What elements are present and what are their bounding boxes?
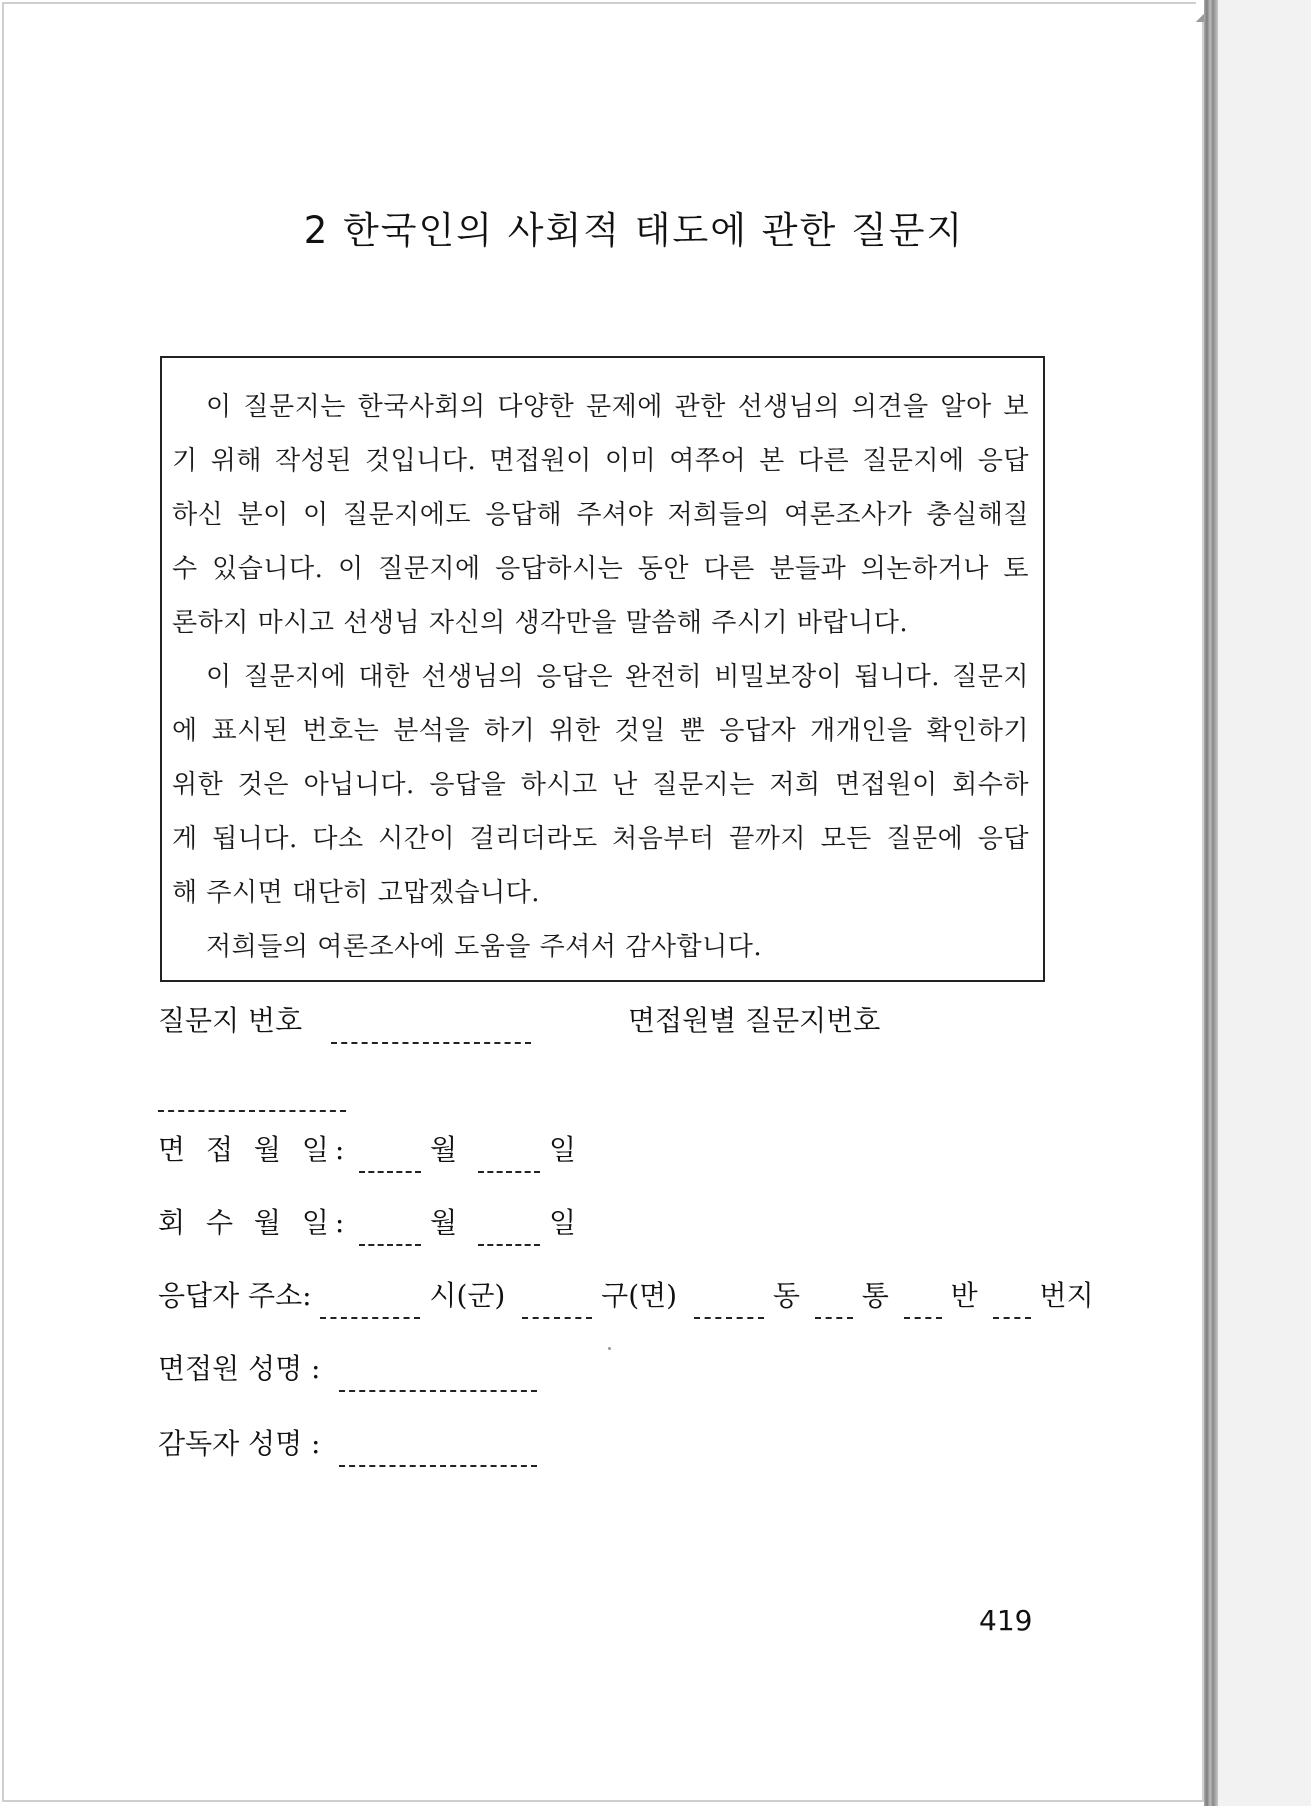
address-unit-city: 시(군) [429,1279,506,1312]
interview-month-unit: 월 [430,1133,458,1166]
book-page-edge [1204,0,1218,1806]
questionnaire-number-row [158,999,880,1044]
address-unit-number: 번지 [1039,1279,1094,1312]
address-ban-blank [904,1315,942,1319]
address-tong-blank [815,1315,853,1319]
address-number-blank [993,1315,1031,1319]
interviewer-name-blank [339,1388,537,1392]
interviewer-number-blank-row [158,1072,346,1112]
supervisor-name-row [158,1422,537,1467]
questionnaire-number-blank [331,1040,531,1044]
supervisor-name-label: 감독자 성명 : [158,1427,321,1460]
interviewer-number-blank [158,1108,346,1112]
notice-line: 이 질문지에 대한 선생님의 응답은 완전히 비밀보장이 됩니다. 질문지 [206,662,1029,692]
collection-month-blank [359,1242,421,1246]
address-unit-ban: 반 [950,1279,978,1312]
notice-line: 에 표시된 번호는 분석을 하기 위한 것일 뿐 응답자 개개인을 확인하기 [172,716,1029,746]
notice-line: 해 주시면 대단히 고맙겠습니다. [172,878,541,908]
collection-day-blank [478,1242,540,1246]
address-unit-district: 구(면) [601,1279,678,1312]
scan-speck [608,1347,611,1350]
collection-date-row [158,1201,576,1246]
background-margin [1218,0,1311,1806]
document-page [2,2,1204,1802]
address-district-blank [522,1315,592,1319]
address-label: 응답자 주소: [158,1279,312,1312]
page-title: 2 한국인의 사회적 태도에 관한 질문지 [303,209,965,252]
interviewer-name-row [158,1347,537,1392]
interview-day-unit: 일 [549,1133,577,1166]
interviewer-name-label: 면접원 성명 : [158,1352,321,1385]
notice-line: 수 있습니다. 이 질문지에 응답하시는 동안 다른 분들과 의논하거나 토 [172,554,1029,584]
supervisor-name-blank [339,1463,537,1467]
collection-month-unit: 월 [430,1206,458,1239]
notice-box [160,356,1045,982]
address-unit-dong: 동 [772,1279,800,1312]
interview-date-label: 면 접 월 일: [158,1133,351,1166]
interview-month-blank [359,1169,421,1173]
address-city-blank [320,1315,420,1319]
notice-line: 기 위해 작성된 것입니다. 면접원이 이미 여쭈어 본 다른 질문지에 응답 [172,446,1029,476]
address-row [158,1274,1094,1319]
address-unit-tong: 통 [861,1279,889,1312]
notice-line: 론하지 마시고 선생님 자신의 생각만을 말씀해 주시기 바랍니다. [172,608,909,638]
notice-line: 저희들의 여론조사에 도움을 주셔서 감사합니다. [206,932,763,962]
interviewer-number-label: 면접원별 질문지번호 [627,1004,881,1037]
notice-line: 게 됩니다. 다소 시간이 걸리더라도 처음부터 끝까지 모든 질문에 응답 [172,824,1029,854]
interview-day-blank [478,1169,540,1173]
page-number: 419 [979,1604,1033,1637]
questionnaire-number-label: 질문지 번호 [158,1004,303,1037]
collection-date-label: 회 수 월 일: [158,1206,351,1239]
notice-line: 하신 분이 이 질문지에도 응답해 주셔야 저희들의 여론조사가 충실해질 [172,500,1029,530]
collection-day-unit: 일 [549,1206,577,1239]
address-dong-blank [694,1315,764,1319]
notice-line: 위한 것은 아닙니다. 응답을 하시고 난 질문지는 저희 면접원이 회수하 [172,770,1029,800]
interview-date-row [158,1128,576,1173]
notice-line: 이 질문지는 한국사회의 다양한 문제에 관한 선생님의 의견을 알아 보 [206,392,1029,422]
